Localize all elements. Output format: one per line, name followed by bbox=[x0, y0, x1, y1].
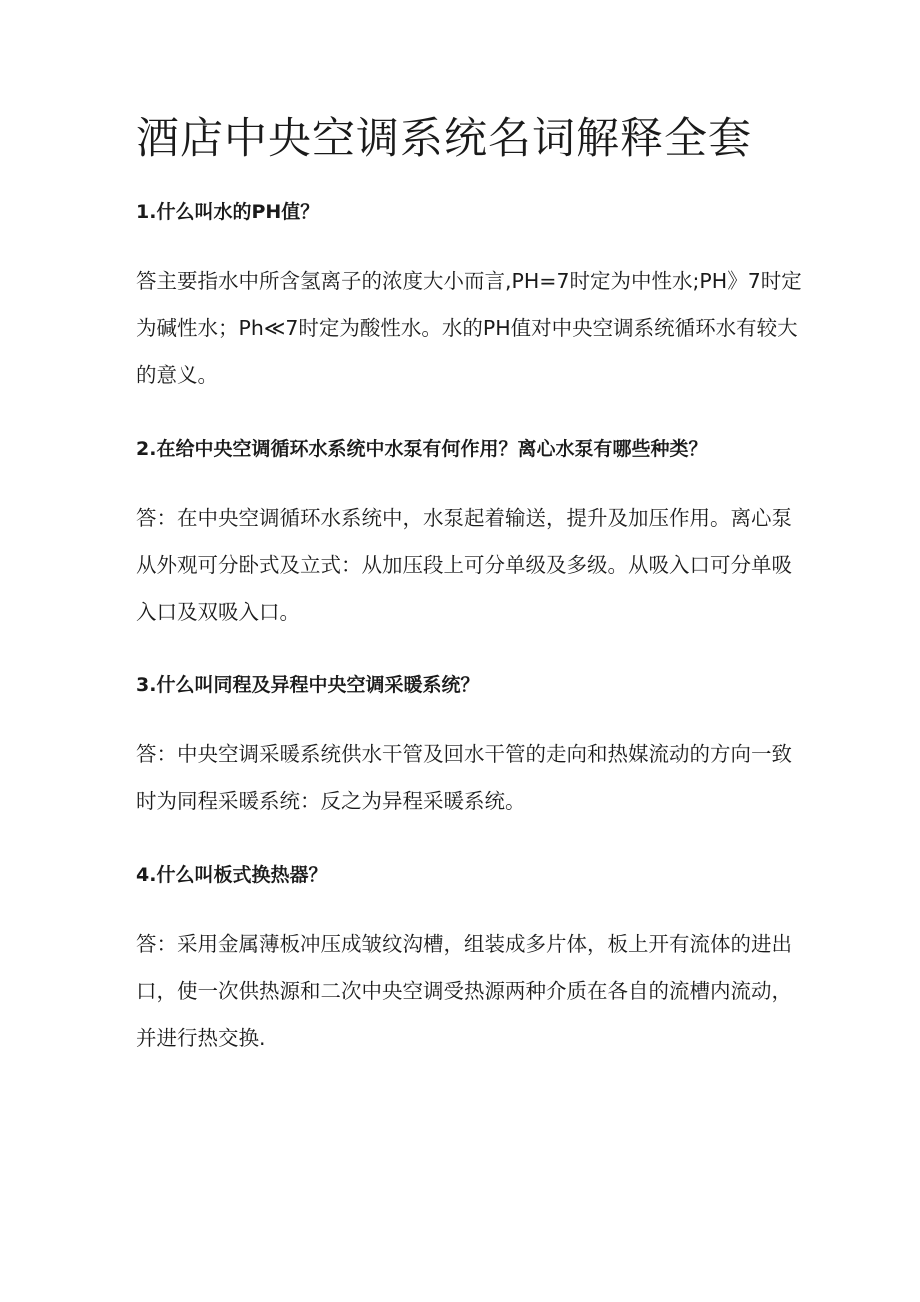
answer-2-paragraph bbox=[136, 495, 792, 636]
question-3-heading: 3.什么叫同程及异程中央空调采暖系统？ bbox=[136, 674, 480, 696]
answer-line: 答：在中央空调循环水系统中，水泵起着输送，提升及加压作用。离心泵 bbox=[136, 506, 792, 530]
question-2-heading: 2.在给中央空调循环水系统中水泵有何作用？离心水泵有哪些种类？ bbox=[136, 438, 708, 460]
document-title: 酒店中央空调系统名词解释全套 bbox=[136, 114, 752, 164]
answer-line: 并进行热交换. bbox=[136, 1026, 266, 1050]
answer-line: 答主要指水中所含氢离子的浓度大小而言,PH=7时定为中性水;PH》7时定 bbox=[136, 269, 802, 293]
answer-line: 口，使一次供热源和二次中央空调受热源两种介质在各自的流槽内流动， bbox=[136, 979, 792, 1003]
answer-line: 答：中央空调采暖系统供水干管及回水干管的走向和热媒流动的方向一致 bbox=[136, 742, 792, 766]
answer-line: 入口及双吸入口。 bbox=[136, 600, 300, 624]
question-1-heading: 1.什么叫水的PH值？ bbox=[136, 201, 320, 223]
answer-line: 时为同程采暖系统：反之为异程采暖系统。 bbox=[136, 789, 526, 813]
answer-3-paragraph bbox=[136, 731, 792, 825]
answer-4-paragraph bbox=[136, 921, 792, 1062]
answer-line: 从外观可分卧式及立式：从加压段上可分单级及多级。从吸入口可分单吸 bbox=[136, 553, 792, 577]
answer-line: 的意义。 bbox=[136, 363, 218, 387]
question-4-heading: 4.什么叫板式换热器？ bbox=[136, 864, 328, 886]
answer-line: 为碱性水；Ph≪7时定为酸性水。水的PH值对中央空调系统循环水有较大 bbox=[136, 316, 798, 340]
answer-line: 答：采用金属薄板冲压成皱纹沟槽，组装成多片体，板上开有流体的进出 bbox=[136, 932, 792, 956]
answer-1-paragraph bbox=[136, 258, 802, 399]
